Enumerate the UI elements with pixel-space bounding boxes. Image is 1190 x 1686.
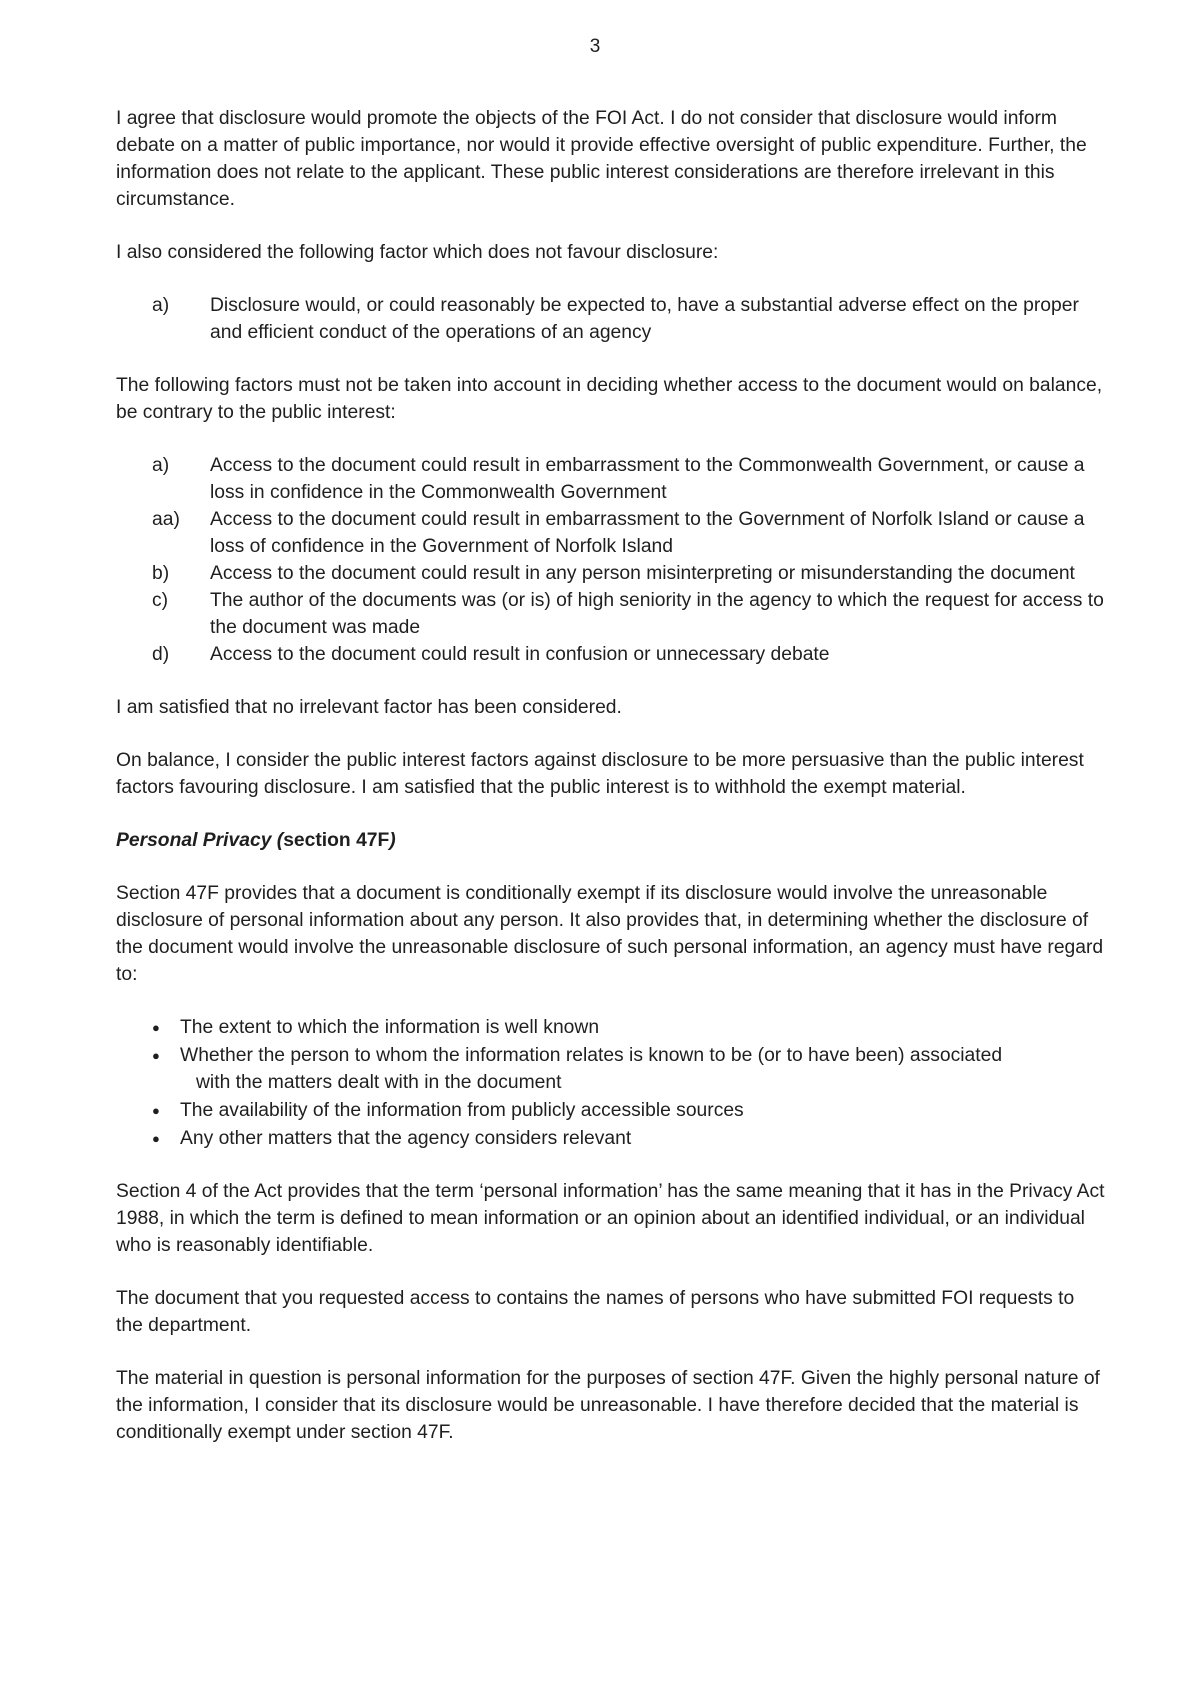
regard-bullet-list [116, 1014, 1106, 1152]
bullet-icon: ● [152, 1131, 160, 1146]
bullet-item [116, 1042, 1106, 1096]
document-body [116, 105, 1106, 1472]
list-marker: d) [152, 644, 170, 665]
paragraph-document-contents: The document that you requested access to contains the names of persons who have submitted FOI requests to the department. [116, 1288, 1075, 1336]
bullet-line: The availability of the information from publicly accessible sources [180, 1100, 744, 1121]
bullet-icon: ● [152, 1048, 160, 1063]
paragraph-conclusion: The material in question is personal information for the purposes of section 47F. Given the highly personal nature of the information, I consider that its disclosure would be unreasonable. I have therefore decided that the material is conditionally exempt under section 47F. [116, 1368, 1100, 1443]
list-item-text: The author of the documents was (or is) of high seniority in the agency to which the request for access to the document was made [210, 590, 1104, 638]
list-item [152, 560, 1106, 587]
heading-part-3: ) [389, 830, 396, 851]
bullet-line: The extent to which the information is well known [180, 1017, 600, 1038]
bullet-line: Any other matters that the agency considers relevant [180, 1128, 632, 1149]
list-item-text: Access to the document could result in embarrassment to the Commonwealth Government, or cause a loss in confidence in the Commonwealth Government [210, 455, 1085, 503]
paragraph-no-irrelevant-factor: I am satisfied that no irrelevant factor has been considered. [116, 697, 622, 718]
list-marker: c) [152, 590, 169, 611]
bullet-text [180, 1042, 1106, 1096]
factor-against-list [152, 292, 1106, 346]
list-item [152, 641, 1106, 668]
list-item-text: Access to the document could result in confusion or unnecessary debate [210, 644, 830, 665]
bullet-icon: ● [152, 1103, 160, 1118]
bullet-text [180, 1097, 1106, 1124]
list-item [152, 452, 1106, 506]
bullet-line-continued: with the matters dealt with in the document [196, 1072, 562, 1093]
list-item-text: Access to the document could result in any person misinterpreting or misunderstanding the document [210, 563, 1075, 584]
paragraph-section-47f: Section 47F provides that a document is conditionally exempt if its disclosure would involve the unreasonable disclosure of personal information about any person. It also provides that, in determining whether the disclosure of the document would involve the unreasonable disclosure of such personal information, an agency must have regard to: [116, 883, 1104, 985]
paragraph-factor-against-intro: I also considered the following factor which does not favour disclosure: [116, 242, 719, 263]
list-marker: b) [152, 563, 170, 584]
heading-part-2: section 47F [283, 830, 390, 851]
heading-part-1: Personal Privacy ( [116, 830, 284, 851]
list-item [152, 506, 1106, 560]
list-marker: a) [152, 455, 170, 476]
list-item [152, 587, 1106, 641]
list-marker: aa) [152, 509, 180, 530]
list-item-text: Access to the document could result in embarrassment to the Government of Norfolk Island or cause a loss of confidence in the Government of Norfolk Island [210, 509, 1085, 557]
list-marker: a) [152, 295, 170, 316]
bullet-line: Whether the person to whom the information relates is known to be (or to have been) associated [180, 1045, 1003, 1066]
bullet-text [180, 1125, 1106, 1152]
irrelevant-factors-list [152, 452, 1106, 668]
paragraph-personal-information-definition: Section 4 of the Act provides that the term ‘personal information’ has the same meaning that it has in the Privacy Act 1988, in which the term is defined to mean information or an opinion about an identified individual, or an individual who is reasonably identifiable. [116, 1181, 1105, 1256]
bullet-item [116, 1097, 1106, 1124]
bullet-item [116, 1125, 1106, 1152]
bullet-item [116, 1014, 1106, 1041]
list-item [152, 292, 1106, 346]
list-item-text: Disclosure would, or could reasonably be expected to, have a substantial adverse effect on the proper and efficient conduct of the operations of an agency [210, 295, 1079, 343]
bullet-icon: ● [152, 1020, 160, 1035]
page-number: 3 [589, 36, 601, 57]
paragraph-irrelevant-factors-intro: The following factors must not be taken into account in deciding whether access to the document would on balance, be contrary to the public interest: [116, 375, 1103, 423]
paragraph-on-balance: On balance, I consider the public interest factors against disclosure to be more persuasive than the public interest factors favouring disclosure. I am satisfied that the public interest is to withhold the exempt material. [116, 750, 1084, 798]
paragraph-objects-of-act: I agree that disclosure would promote the objects of the FOI Act. I do not consider that disclosure would inform debate on a matter of public importance, nor would it provide effective oversight of public expenditure. Further, the information does not relate to the applicant. These public interest considerations are therefore irrelevant in this circumstance. [116, 108, 1087, 210]
bullet-text [180, 1014, 1106, 1041]
section-heading [116, 827, 1106, 854]
